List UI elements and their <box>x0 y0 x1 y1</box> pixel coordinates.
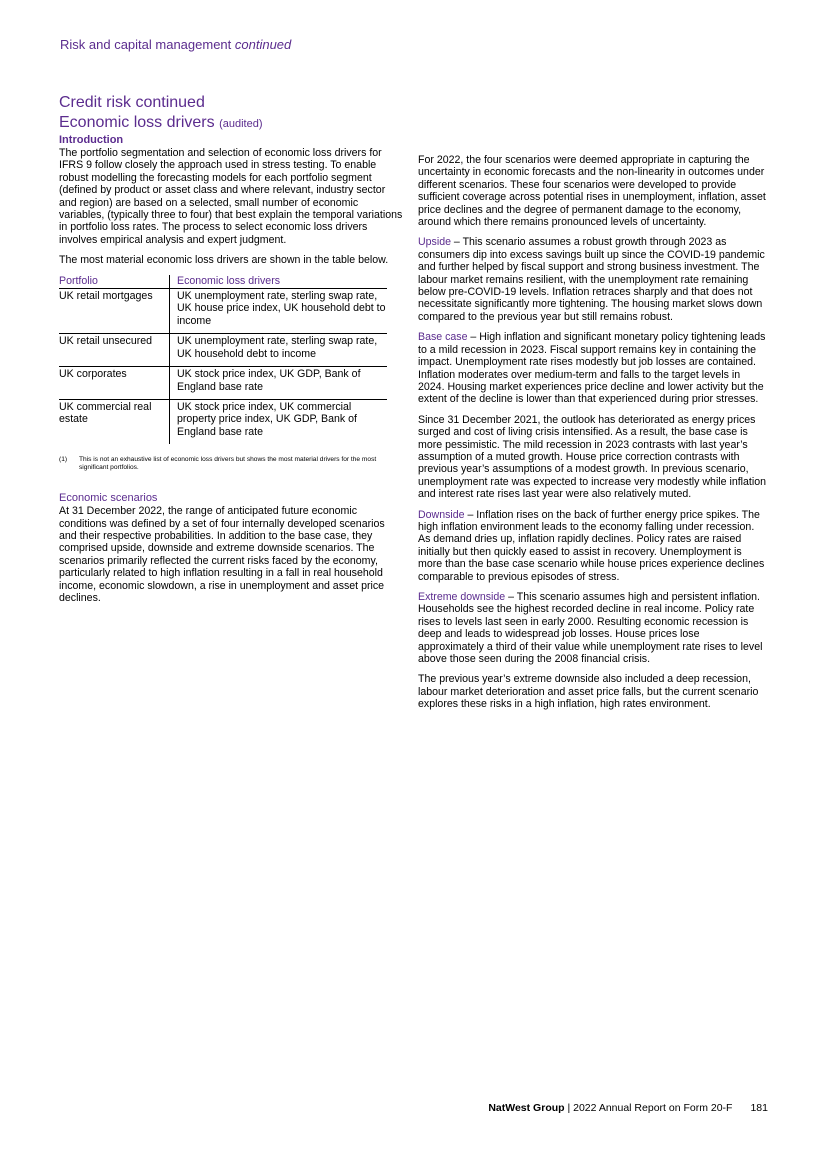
economic-loss-drivers-table <box>59 275 387 444</box>
table-row <box>59 334 387 367</box>
footnote-text: This is not an exhaustive list of economic loss drivers but shows the most material drivers for the most significant portfolios. <box>79 456 377 472</box>
upside-label: Upside <box>418 236 451 249</box>
column-header-drivers: Economic loss drivers <box>170 275 388 289</box>
portfolio-cell: UK retail mortgages <box>59 289 170 334</box>
running-header-section: Risk and capital management <box>60 37 232 52</box>
drivers-cell: UK stock price index, UK commercial property price index, UK GDP, Bank of England base rate <box>170 399 388 444</box>
drivers-cell: UK unemployment rate, sterling swap rate, UK household debt to income <box>170 334 388 367</box>
table-row <box>59 289 387 334</box>
outlook-paragraph: Since 31 December 2021, the outlook has deteriorated as energy prices surged and cost of living crisis intensified. As a result, the base case is more pessimistic. The mild recession in 2023 contrasts with last year’s assumption of a muted growth. House price correction contrasts with previous year’s assumptions of a modest growth. In previous scenario, unemployment rate was expected to increase very modestly while inflation and interest rate rises last year were also relatively muted. <box>418 413 767 501</box>
running-header <box>60 37 291 52</box>
column-header-portfolio: Portfolio <box>59 275 170 289</box>
drivers-cell: UK stock price index, UK GDP, Bank of England base rate <box>170 367 388 400</box>
introduction-heading: Introduction <box>59 134 124 146</box>
extreme-downside-paragraph <box>418 591 768 665</box>
base-case-paragraph <box>418 331 768 405</box>
base-case-text: – High inflation and significant monetary policy tightening leads to a mild recession in 2023. Fiscal support remains key in containing the impact. Unemployment rate rises modestly but job losses are contained. Inflation moderates over medium-term and falls to the target levels in 2024. Housing market experiences price decline and lower activity but the extent of the decline is lower than that experienced during prior stresses. <box>418 331 766 406</box>
intro-paragraph-2: The most material economic loss drivers are shown in the table below. <box>59 254 389 267</box>
base-case-label: Base case <box>418 331 468 344</box>
table-row <box>59 399 387 444</box>
footer-company: NatWest Group <box>488 1102 565 1114</box>
previous-year-paragraph: The previous year’s extreme downside also included a deep recession, labour market deterioration and asset price falls, but the current scenario explores these risks in a high inflation, high rates environment. <box>418 673 759 711</box>
scenarios-intro-paragraph: For 2022, the four scenarios were deemed appropriate in capturing the uncertainty in economic forecasts and the non-linearity in outcomes under different scenarios. These four scenarios were developed to provide sufficient coverage across potential rises in unemployment, inflation, asset price declines and the degree of permanent damage to the economy, around which there remains pronounced levels of uncertainty. <box>418 154 766 229</box>
portfolio-cell: UK corporates <box>59 367 170 400</box>
subsection-title <box>59 113 405 134</box>
left-column <box>59 92 405 612</box>
portfolio-cell: UK commercial real estate <box>59 400 152 426</box>
downside-text: – Inflation rises on the back of further energy price spikes. The high inflation environment leads to the economy falling under recession. As demand dries up, inflation rapidly declines. Policy rates are raised initially but then quickly eased to assist in recovery. Unemployment is more than the base case scenario while house prices experience declines comparable to previous episodes of stress. <box>418 508 765 583</box>
table-header-row <box>59 275 387 289</box>
downside-paragraph <box>418 509 768 583</box>
section-title: Credit risk continued <box>59 94 205 111</box>
upside-paragraph <box>418 236 768 323</box>
audited-note: (audited) <box>219 118 263 130</box>
running-header-continued: continued <box>234 37 292 52</box>
footnote-marker: (1) <box>59 456 68 464</box>
footer-report: | 2022 Annual Report on Form 20-F <box>564 1102 733 1114</box>
portfolio-cell: UK retail unsecured <box>59 334 170 367</box>
intro-paragraph-1: The portfolio segmentation and selection of economic loss drivers for IFRS 9 follow closely the approach used in stress testing. To enable robust modelling the forecasting models for each portfolio segment (defined by product or asset class and where relevant, industry sector and region) are based on a selected, small number of economic variables, (typically three to four) that best explain the temporal variations in portfolio loss rates. The process to select economic loss drivers involves empirical analysis and expert judgment. <box>59 147 403 246</box>
economic-scenarios-paragraph: At 31 December 2022, the range of anticipated future economic conditions was defined by a set of four internally developed scenarios and their respective probabilities. In addition to the base case, they comprised upside, downside and extreme downside scenarios. The scenarios primarily reflected the current risks faced by the economy, particularly related to high inflation resulting in a fall in real household income, economic slowdown, a rise in unemployment and asset price declines. <box>59 505 385 604</box>
subsection-title-text: Economic loss drivers <box>59 114 215 131</box>
downside-label: Downside <box>418 508 465 521</box>
economic-scenarios-heading: Economic scenarios <box>59 492 158 505</box>
page-number: 181 <box>750 1102 768 1114</box>
extreme-downside-text: – This scenario assumes high and persistent inflation. Households see the highest recorded decline in real income. Policy rate rises to levels last seen in early 2000. Resulting economic recession is deep and leads to widespread job losses. House prices lose approximately a third of their value while unemployment rate rises to level above those seen during the 2008 financial crisis. <box>418 591 763 666</box>
drivers-cell: UK unemployment rate, sterling swap rate, UK house price index, UK household debt to income <box>170 289 388 334</box>
extreme-downside-label: Extreme downside <box>418 591 506 603</box>
upside-text: – This scenario assumes a robust growth through 2023 as consumers dip into excess savings built up since the COVID-19 pandemic and further helped by fiscal support and strong business investment. The labour market remains resilient, with the unemployment rate remaining below pre-COVID-19 levels. Inflation retraces sharply and that does not necessitate significantly more tightening. The housing market slows down compared to the previous year but still remains robust. <box>418 236 765 323</box>
table-footnote <box>59 456 405 472</box>
page-footer <box>488 1102 768 1114</box>
right-column <box>418 154 768 719</box>
table-row <box>59 367 387 400</box>
